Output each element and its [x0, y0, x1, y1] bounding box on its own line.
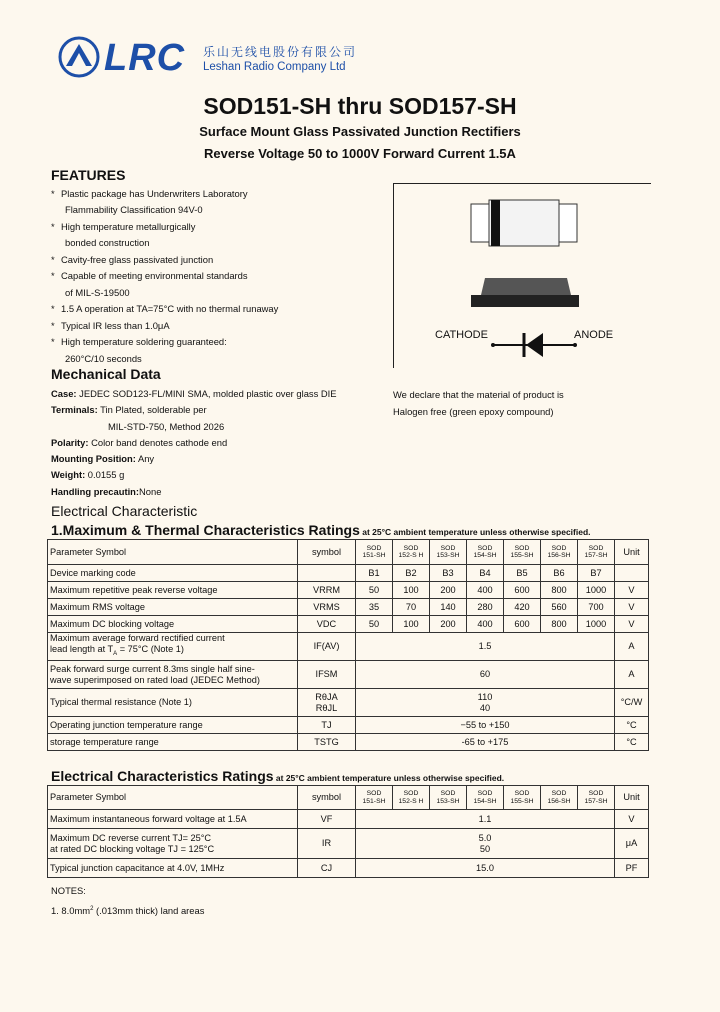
subtitle-ratings: Reverse Voltage 50 to 1000V Forward Current 1.5A: [204, 146, 516, 161]
cathode-label: CATHODE: [435, 329, 488, 341]
feature-item: * High temperature soldering guaranteed: 260°C/10 seconds: [51, 336, 227, 364]
logo-text: LRC: [104, 37, 186, 79]
feature-item: * 1.5 A operation at TA=75°C with no thermal runaway: [51, 303, 279, 315]
feature-item: * Capable of meeting environmental standards of MIL-S-19500: [51, 270, 248, 298]
table-row: storage temperature range TSTG -65 to +175 °C: [48, 734, 649, 751]
mechanical-data: Case: JEDEC SOD123-FL/MINI SMA, molded plastic over glass DIE Terminals: Tin Plated, solderable per MIL-STD-750, Method 2026 Polarity: Color band denotes cathode end Mounting Position: Any Weight: 0.0155 g Handling precautin:None: [51, 388, 337, 497]
feature-item: * Typical IR less than 1.0μA: [51, 319, 170, 331]
mechanical-heading: Mechanical Data: [51, 366, 161, 382]
feature-item: * Plastic package has Underwriters Laboratory Flammability Classification 94V-0: [51, 188, 248, 216]
table-row: Parameter Symbol symbol SOD 151-SH SOD 152-S H SOD 153-SH SOD 154-SH SOD 155-SH SOD 156-SH SOD 157-SH Unit: [48, 786, 649, 810]
diode-symbol-icon: [491, 333, 577, 357]
table-row: Maximum RMS voltage VRMS 35 70 140 280 420 560 700 V: [48, 599, 649, 616]
features-list: [51, 186, 351, 367]
package-top-view-icon: [471, 200, 577, 246]
table-row: Typical junction capacitance at 4.0V, 1MHz CJ 15.0 PF: [48, 859, 649, 878]
company-name-en: Leshan Radio Company Ltd: [203, 61, 346, 73]
subtitle-description: Surface Mount Glass Passivated Junction Rectifiers: [199, 124, 521, 139]
lrc-logo-icon: [58, 36, 100, 78]
table-row: Maximum average forward rectified current lead length at $T_A = 75^\circ C$ (Note 1) IF(AV) 1.5 A: [48, 633, 649, 661]
electrical-ratings-table: [47, 785, 649, 878]
package-side-view-icon: [471, 278, 579, 307]
electrical-heading: Electrical Characteristic: [51, 503, 198, 519]
table-row: Peak forward surge current 8.3ms single half sine- wave superimposed on rated load (JEDEC Method) IFSM 60 A: [48, 661, 649, 689]
table-row: Maximum DC reverse current TJ= 25°C at rated DC blocking voltage TJ = 125°C IR 5.0 50 μA: [48, 829, 649, 859]
table-row: Maximum repetitive peak reverse voltage VRRM 50 100 200 400 600 800 1000 V: [48, 582, 649, 599]
notes: NOTES: 1. $8.0mm^2$ (.013mm thick) land areas: [51, 885, 205, 917]
table-row: Maximum DC blocking voltage VDC 50 100 200 400 600 800 1000 V: [48, 616, 649, 633]
page-title: SOD151-SH thru SOD157-SH: [203, 93, 517, 119]
table-row: Operating junction temperature range TJ −55 to +150 °C: [48, 717, 649, 734]
feature-item: * High temperature metallurgically bonded construction: [51, 220, 196, 249]
table-row: Typical thermal resistance (Note 1) RθJA RθJL 110 40 °C/W: [48, 689, 649, 717]
table-row: Parameter Symbol symbol SOD 151-SH SOD 152-S H SOD 153-SH SOD 154-SH SOD 155-SH SOD 156-SH SOD 157-SH Unit: [48, 540, 649, 565]
table-row: Maximum instantaneous forward voltage at 1.5A VF 1.1 V: [48, 810, 649, 829]
max-ratings-table: [47, 539, 649, 751]
package-diagram: [393, 183, 651, 368]
features-heading: FEATURES: [51, 167, 126, 183]
halogen-declaration: We declare that the material of product is Halogen free (green epoxy compound): [393, 389, 564, 417]
company-name-cn: 乐山无线电股份有限公司: [203, 45, 358, 59]
anode-label: ANODE: [574, 329, 614, 341]
feature-item: * Cavity-free glass passivated junction: [51, 253, 214, 265]
table2-title: Electrical Characteristics Ratings at 25°C ambient temperature unless otherwise specified.: [51, 768, 505, 784]
table1-title: 1.Maximum & Thermal Characteristics Ratings at 25°C ambient temperature unless otherwise specified.: [51, 522, 591, 538]
table-row: Device marking code B1 B2 B3 B4 B5 B6 B7: [48, 565, 649, 582]
